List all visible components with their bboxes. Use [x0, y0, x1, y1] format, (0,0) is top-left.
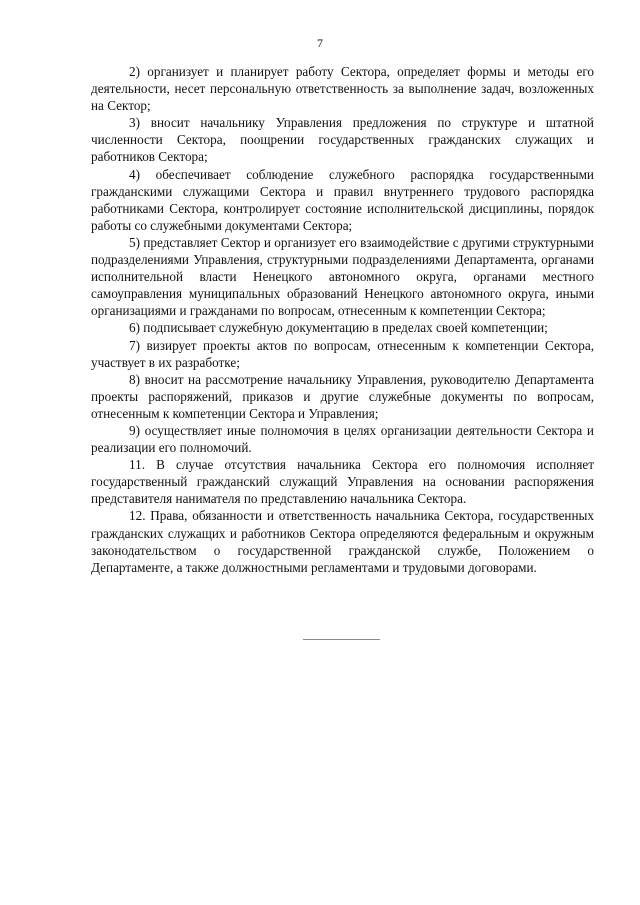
paragraph-item-8: 8) вносит на рассмотрение начальнику Управления, руководителю Департамента проекты распоряжений, приказов и другие служебные документы по вопросам, отнесенным к компетенции Сектора и Управления; [91, 371, 594, 421]
paragraph-clause-12: 12. Права, обязанности и ответственность начальника Сектора, государственных гражданских служащих и работников Сектора определяются федеральным и окружным законодательством о государственной гражданской службе, Положением о Департаменте, а также должностными регламентами и трудовыми договорами. [91, 508, 594, 575]
paragraph-item-2: 2) организует и планирует работу Сектора, определяет формы и методы его деятельности, несет персональную ответственность за выполнение задач, возложенных на Сектор; [91, 64, 594, 114]
document-body [91, 63, 594, 576]
paragraph-clause-11: 11. В случае отсутствия начальника Сектора его полномочия исполняет государственный гражданский служащий Управления на основании распоряжения представителя нанимателя по представлению начальника Сектора. [91, 457, 594, 507]
paragraph-item-4: 4) обеспечивает соблюдение служебного распорядка государственными гражданскими служащими Сектора и правил внутреннего трудового распорядка работниками Сектора, контролирует состояние исполнительской дисциплины, порядок работы со служебными документами Сектора; [91, 166, 594, 233]
paragraph-item-5: 5) представляет Сектор и организует его взаимодействие с другими структурными подразделениями Управления, структурными подразделениями Департамента, органами исполнительной власти Ненецкого автономного округа, органами местного самоуправления муниципальных образований Ненецкого автономного округа, иными организациями и гражданами по вопросам, отнесенным к компетенции Сектора; [91, 234, 594, 319]
paragraph-item-7: 7) визирует проекты актов по вопросам, отнесенным к компетенции Сектора, участвует в их разработке; [91, 337, 594, 370]
paragraph-item-3: 3) вносит начальнику Управления предложения по структуре и штатной численности Сектора, поощрении государственных гражданских служащих и работников Сектора; [91, 115, 594, 165]
paragraph-item-6: 6) подписывает служебную документацию в пределах своей компетенции; [129, 320, 548, 336]
end-separator-line [303, 639, 380, 640]
page-number: 7 [317, 36, 323, 50]
paragraph-item-9: 9) осуществляет иные полномочия в целях организации деятельности Сектора и реализации его полномочий. [91, 422, 594, 456]
